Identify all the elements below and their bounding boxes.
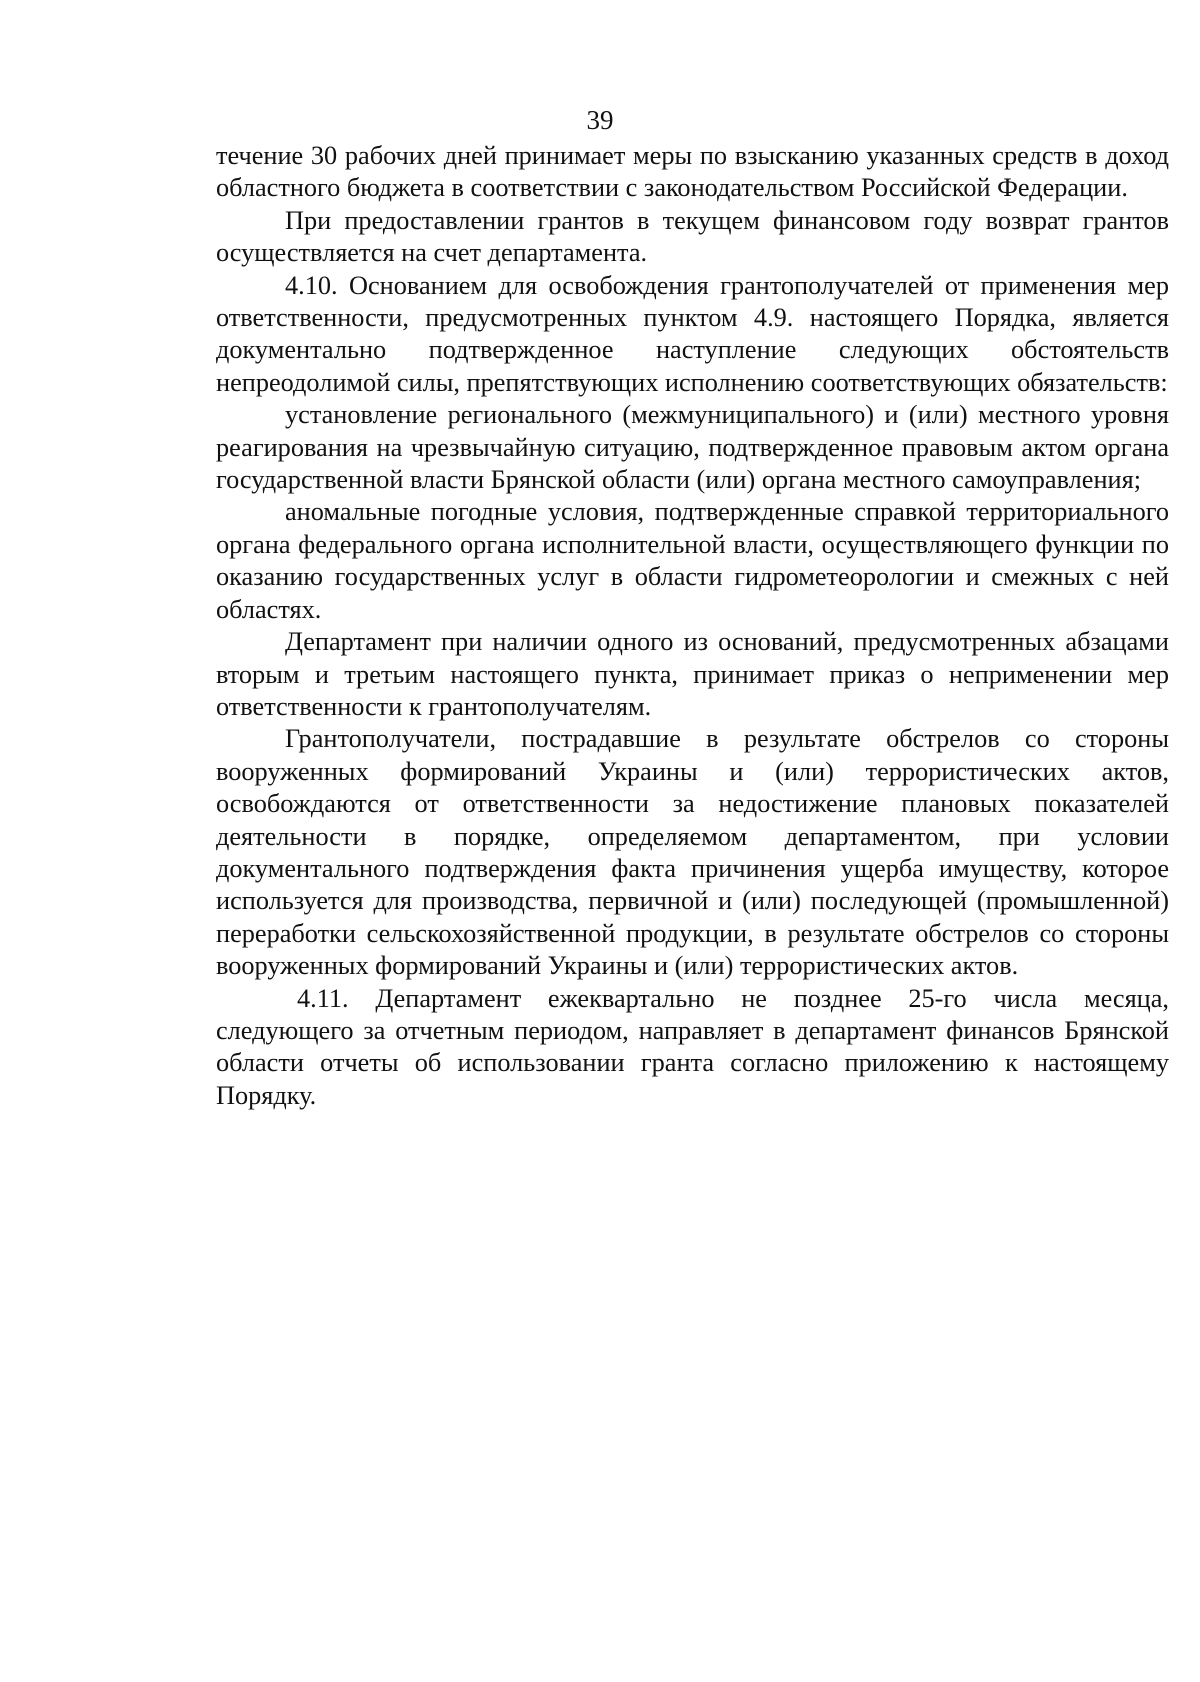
paragraph-continuation: течение 30 рабочих дней принимает меры по взысканию указанных средств в доход областного бюджета в соответствии с законодательством Российской Федерации. xyxy=(216,141,1169,203)
paragraph-weather-conditions: аномальные погодные условия, подтвержденные справкой территориального органа федерального органа исполнительной власти, осуществляющего функции по оказанию государственных услуг в области гидрометеорологии и смежных с ней областях. xyxy=(216,497,1169,624)
paragraph-shelling-exemption: Грантополучатели, пострадавшие в результате обстрелов со стороны вооруженных формирований Украины и (или) террористических актов, освобождаются от ответственности за недостижение плановых показателей деятельности в порядке, определяемом департаментом, при условии документального подтверждения факта причинения ущерба имуществу, которое используется для производства, первичной и (или) последующей (промышленной) переработки сельскохозяйственной продукции, в результате обстрелов со стороны вооруженных формирований Украины и (или) террористических актов. xyxy=(216,724,1169,981)
paragraph-4-10: 4.10. Основанием для освобождения грантополучателей от применения мер ответственности, предусмотренных пунктом 4.9. настоящего Порядка, является документально подтвержденное наступление следующих обстоятельств непреодолимой силы, препятствующих исполнению соответствующих обязательств: xyxy=(216,270,1169,397)
paragraph-4-11: 4.11. Департамент ежеквартально не позднее 25-го числа месяца, следующего за отчетным периодом, направляет в департамент финансов Брянской области отчеты об использовании гранта согласно приложению к настоящему Порядку. xyxy=(216,983,1169,1110)
page-number: 39 xyxy=(586,105,614,135)
paragraph-emergency-response: установление регионального (межмуниципального) и (или) местного уровня реагирования на чрезвычайную ситуацию, подтвержденное правовым актом органа государственной власти Брянской области (или) органа местного самоуправления; xyxy=(216,400,1169,495)
paragraph-department-order: Департамент при наличии одного из оснований, предусмотренных абзацами вторым и третьим настоящего пункта, принимает приказ о неприменении мер ответственности к грантополучателям. xyxy=(216,627,1169,721)
paragraph-grant-return: При предоставлении грантов в текущем финансовом году возврат грантов осуществляется на счет департамента. xyxy=(216,205,1169,268)
document-body xyxy=(216,140,1169,1112)
